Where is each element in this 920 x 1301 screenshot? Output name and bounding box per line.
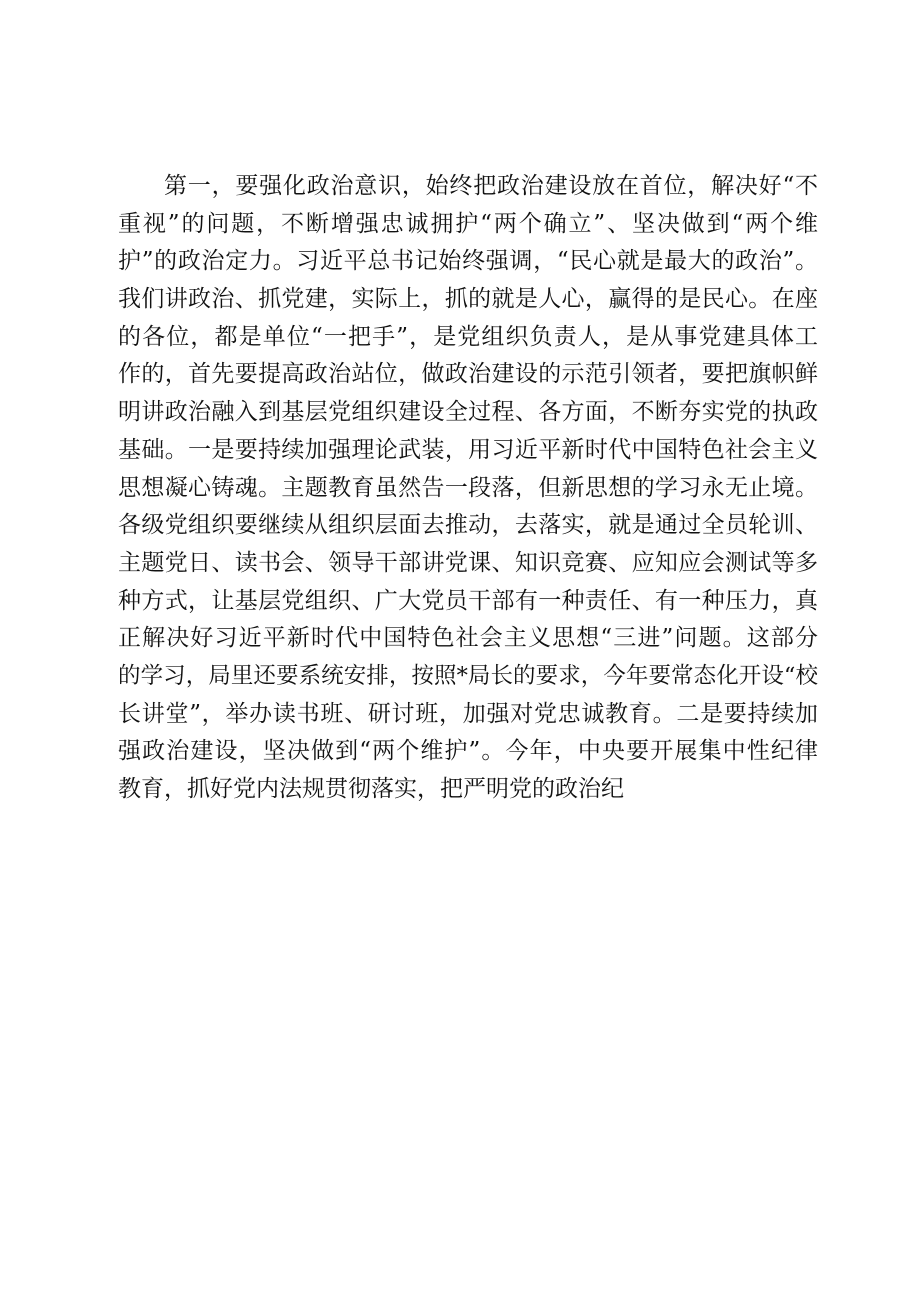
paragraph-line: 长讲堂”，举办读书班、研讨班，加强对党忠诚教育。二是要持续加 bbox=[118, 700, 818, 727]
paragraph-line: 的各位，都是单位“一把手”，是党组织负责人，是从事党建具体工 bbox=[118, 323, 818, 350]
paragraph-line: 的学习，局里还要系统安排，按照*局长的要求，今年要常态化开设“校 bbox=[118, 662, 818, 689]
body-paragraph bbox=[118, 168, 818, 809]
paragraph-line: 各级党组织要继续从组织层面去推动，去落实，就是通过全员轮训、 bbox=[118, 512, 818, 539]
paragraph-line: 基础。一是要持续加强理论武装，用习近平新时代中国特色社会主义 bbox=[118, 436, 818, 463]
paragraph-line: 思想凝心铸魂。主题教育虽然告一段落，但新思想的学习永无止境。 bbox=[118, 474, 818, 501]
paragraph-line: 我们讲政治、抓党建，实际上，抓的就是人心，赢得的是民心。在座 bbox=[118, 286, 818, 313]
paragraph-line: 种方式，让基层党组织、广大党员干部有一种责任、有一种压力，真 bbox=[118, 587, 818, 614]
paragraph-line: 重视”的问题，不断增强忠诚拥护“两个确立”、坚决做到“两个维 bbox=[118, 210, 818, 237]
paragraph-line: 主题党日、读书会、领导干部讲党课、知识竞赛、应知应会测试等多 bbox=[118, 549, 818, 576]
paragraph-line: 教育，抓好党内法规贯彻落实，把严明党的政治纪 bbox=[118, 776, 624, 802]
paragraph-line: 作的，首先要提高政治站位，做政治建设的示范引领者，要把旗帜鲜 bbox=[118, 361, 818, 388]
paragraph-line: 护”的政治定力。习近平总书记始终强调，“民心就是最大的政治”。 bbox=[118, 248, 818, 275]
paragraph-line: 强政治建设，坚决做到“两个维护”。今年，中央要开展集中性纪律 bbox=[118, 738, 818, 765]
paragraph-line: 第一，要强化政治意识，始终把政治建设放在首位，解决好“不 bbox=[164, 173, 818, 199]
paragraph-line: 正解决好习近平新时代中国特色社会主义思想“三进”问题。这部分 bbox=[118, 625, 818, 652]
paragraph-line: 明讲政治融入到基层党组织建设全过程、各方面，不断夯实党的执政 bbox=[118, 399, 818, 426]
